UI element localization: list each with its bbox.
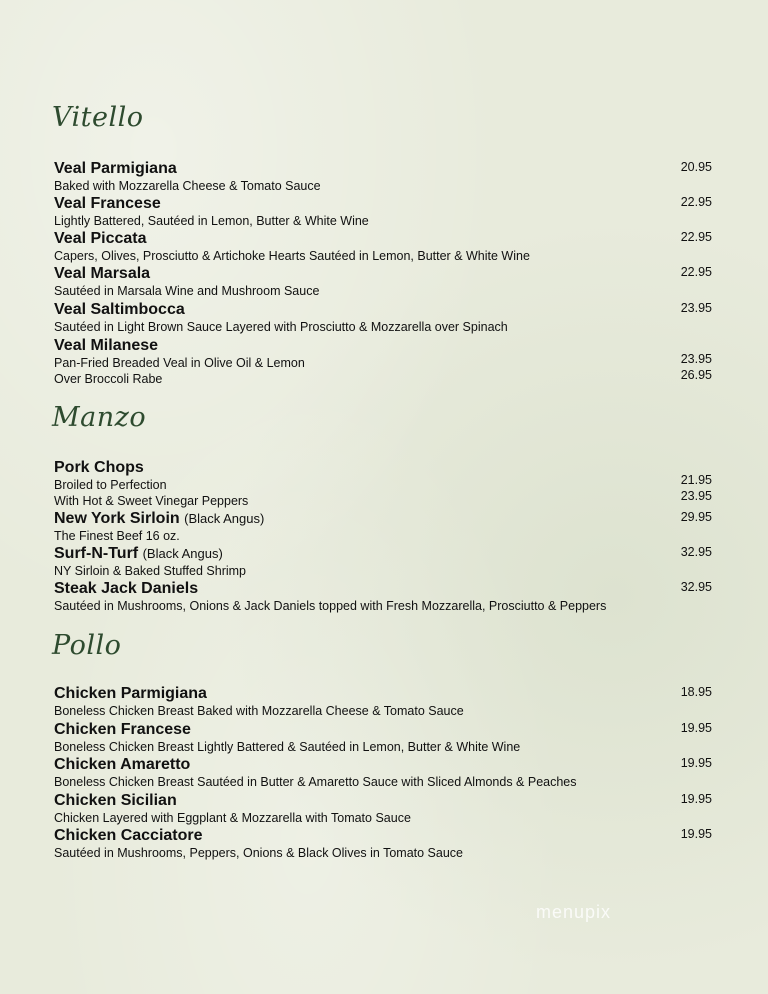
item-description: Lightly Battered, Sautéed in Lemon, Butter & White Wine bbox=[54, 214, 369, 228]
menu-item bbox=[54, 459, 714, 509]
menu-item bbox=[54, 160, 714, 194]
item-description: Capers, Olives, Prosciutto & Artichoke Hearts Sautéed in Lemon, Butter & White Wine bbox=[54, 249, 530, 263]
item-name: Chicken Sicilian bbox=[54, 792, 177, 809]
item-price: 22.95 bbox=[680, 195, 712, 209]
item-price: 19.95 bbox=[680, 827, 712, 841]
menu-item bbox=[54, 545, 714, 579]
item-price: 29.95 bbox=[680, 510, 712, 524]
item-price-alt: 23.95 bbox=[680, 489, 712, 503]
item-name: Veal Piccata bbox=[54, 230, 147, 247]
menu-item bbox=[54, 265, 714, 299]
item-note: (Black Angus) bbox=[184, 511, 265, 526]
watermark-logo: menupix bbox=[536, 902, 612, 922]
item-price: 19.95 bbox=[680, 721, 712, 735]
item-price: 19.95 bbox=[680, 792, 712, 806]
item-name: Chicken Cacciatore bbox=[54, 827, 203, 844]
menu-item bbox=[54, 510, 714, 544]
item-name: Pork Chops bbox=[54, 459, 144, 476]
item-name: Chicken Parmigiana bbox=[54, 685, 207, 702]
item-name: Veal Saltimbocca bbox=[54, 301, 185, 318]
item-description-alt: Over Broccoli Rabe bbox=[54, 372, 163, 386]
menu-item bbox=[54, 337, 714, 387]
item-name: Veal Francese bbox=[54, 195, 161, 212]
menu-item bbox=[54, 792, 714, 826]
item-price: 22.95 bbox=[680, 265, 712, 279]
item-price: 32.95 bbox=[680, 580, 712, 594]
section-title-vitello: Vitello bbox=[52, 102, 144, 133]
section-title-manzo: Manzo bbox=[52, 402, 147, 433]
item-name: Veal Marsala bbox=[54, 265, 151, 282]
item-description: Broiled to Perfection bbox=[54, 478, 167, 492]
item-name: Veal Parmigiana bbox=[54, 160, 177, 177]
item-price: 22.95 bbox=[680, 230, 712, 244]
menu-item bbox=[54, 580, 714, 614]
item-description: Boneless Chicken Breast Baked with Mozzarella Cheese & Tomato Sauce bbox=[54, 704, 464, 718]
menu-item bbox=[54, 230, 714, 264]
item-name: New York Sirloin bbox=[54, 510, 180, 527]
item-name: Steak Jack Daniels bbox=[54, 580, 199, 597]
item-description: Boneless Chicken Breast Sautéed in Butter & Amaretto Sauce with Sliced Almonds & Peaches bbox=[54, 775, 577, 789]
item-price: 23.95 bbox=[680, 301, 712, 315]
menu-item bbox=[54, 721, 714, 755]
item-price: 23.95 bbox=[680, 352, 712, 366]
menu-item bbox=[54, 195, 714, 229]
item-description: Boneless Chicken Breast Lightly Battered & Sautéed in Lemon, Butter & White Wine bbox=[54, 740, 521, 754]
menu-item bbox=[54, 756, 714, 790]
item-description: Pan-Fried Breaded Veal in Olive Oil & Lemon bbox=[54, 356, 305, 370]
item-note: (Black Angus) bbox=[142, 546, 223, 561]
item-description: Sautéed in Mushrooms, Peppers, Onions & Black Olives in Tomato Sauce bbox=[54, 846, 464, 860]
menu-item bbox=[54, 301, 714, 335]
item-name: Veal Milanese bbox=[54, 337, 159, 354]
item-description: NY Sirloin & Baked Stuffed Shrimp bbox=[54, 564, 246, 578]
item-description: Sautéed in Marsala Wine and Mushroom Sauce bbox=[54, 284, 320, 298]
item-price: 19.95 bbox=[680, 756, 712, 770]
menu-item bbox=[54, 827, 714, 861]
item-description: Chicken Layered with Eggplant & Mozzarella with Tomato Sauce bbox=[54, 811, 411, 825]
item-price: 21.95 bbox=[680, 473, 712, 487]
item-description: Sautéed in Mushrooms, Onions & Jack Daniels topped with Fresh Mozzarella, Prosciutto & Peppers bbox=[54, 599, 607, 613]
item-description-alt: With Hot & Sweet Vinegar Peppers bbox=[54, 494, 249, 508]
item-price: 18.95 bbox=[680, 685, 712, 699]
item-description: Baked with Mozzarella Cheese & Tomato Sauce bbox=[54, 179, 321, 193]
item-name: Surf-N-Turf bbox=[54, 545, 139, 562]
item-price-alt: 26.95 bbox=[680, 368, 712, 382]
item-price: 32.95 bbox=[680, 545, 712, 559]
item-name: Chicken Amaretto bbox=[54, 756, 191, 773]
item-description: Sautéed in Light Brown Sauce Layered with Prosciutto & Mozzarella over Spinach bbox=[54, 320, 508, 334]
menu-item bbox=[54, 685, 714, 719]
item-price: 20.95 bbox=[680, 160, 712, 174]
item-description: The Finest Beef 16 oz. bbox=[54, 529, 180, 543]
item-name: Chicken Francese bbox=[54, 721, 191, 738]
section-title-pollo: Pollo bbox=[52, 630, 122, 661]
